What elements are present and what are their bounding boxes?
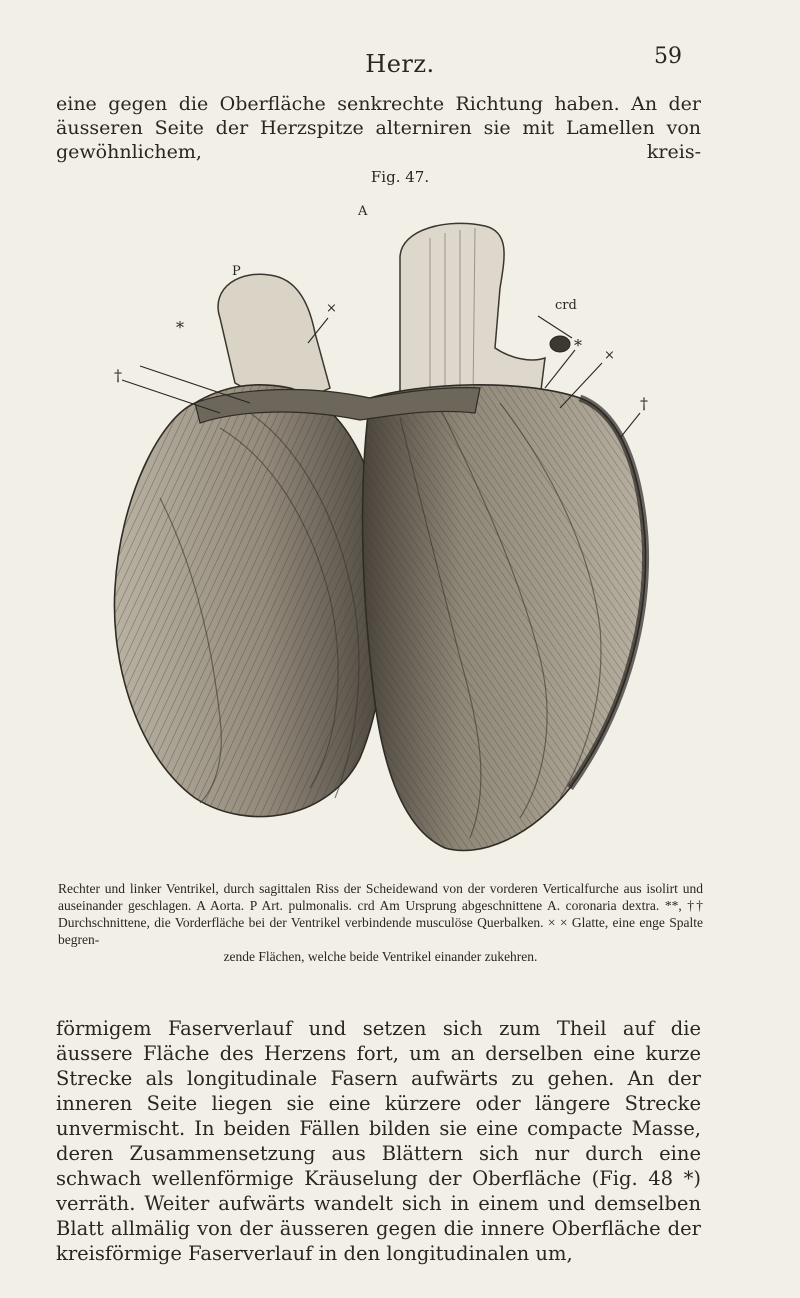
heart-engraving xyxy=(100,198,700,858)
paragraph-top: eine gegen die Oberfläche senkrechte Richtung haben. An der äusseren Seite der Herzspitze alterniren sie mit Lamellen von gewöhnlichem, kreis- xyxy=(56,93,701,163)
label-crd: crd xyxy=(555,298,577,313)
aorta xyxy=(400,223,545,403)
label-dagger-right: † xyxy=(640,394,648,413)
caption-main: Rechter und linker Ventrikel, durch sagittalen Riss der Scheidewand von der vorderen Verticalfurche aus isolirt und auseinander geschlagen. A Aorta. P Art. pulmonalis. crd Am Ursprung abgeschnittene A. coronaria dextra. **, †† Durchschnittene, die Vorderfläche bei der Ventrikel verbindende musculöse Querbalken. × × Glatte, eine enge Spalte begren- xyxy=(58,881,703,947)
running-title: Herz. xyxy=(365,50,435,78)
heart-illustration xyxy=(100,198,700,858)
label-cross-left: × xyxy=(326,301,337,316)
paragraph-bottom: förmigem Faserverlauf und setzen sich zum Theil auf die äussere Fläche des Herzens fort, um an derselben eine kurze Strecke als longitudinale Fasern aufwärts zu gehen. An der inneren Seite liegen sie eine kürzere oder längere Strecke unvermischt. In beiden Fällen bilden sie eine compacte Masse, deren Zusammensetzung aus Blättern sich nur durch eine schwach wellenförmige Kräuselung der Oberfläche (Fig. 48 *) verräth. Weiter aufwärts wandelt sich in einem und demselben Blatt allmälig von der äusseren gegen die innere Oberfläche der kreisförmige Faserverlauf in den longitudinalen um, xyxy=(56,1017,701,1265)
label-aorta: A xyxy=(358,204,368,219)
label-pulmonalis: P xyxy=(232,264,241,279)
page-number: 59 xyxy=(654,44,682,69)
figure-caption xyxy=(58,880,703,965)
coronary-stub xyxy=(550,336,570,352)
label-star-left: * xyxy=(176,318,184,337)
figure-label: Fig. 47. xyxy=(370,168,430,186)
caption-last-line: zende Flächen, welche beide Ventrikel einander zukehren. xyxy=(223,949,538,964)
label-cross-right: × xyxy=(604,348,615,363)
label-star-right: * xyxy=(574,336,582,355)
label-dagger-left: † xyxy=(114,366,122,385)
